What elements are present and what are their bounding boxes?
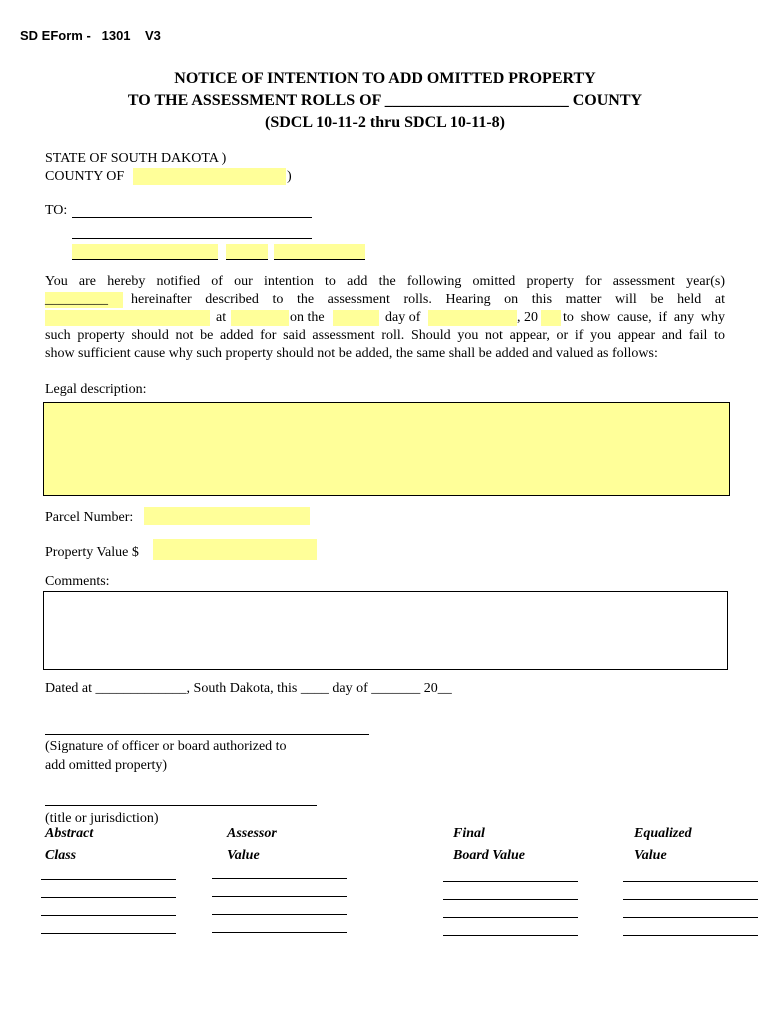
to-city-underline	[72, 259, 218, 260]
col-assessor-label-1: Assessor	[227, 826, 277, 841]
county-label: COUNTY OF	[45, 169, 125, 184]
parcel-number-label: Parcel Number:	[45, 510, 134, 525]
title-jurisdiction-line[interactable]	[45, 805, 317, 806]
signature-label-2: add omitted property)	[45, 758, 168, 773]
hearing-location-field[interactable]	[45, 310, 210, 326]
hearing-month-field[interactable]	[428, 310, 517, 326]
property-value-field[interactable]	[153, 539, 317, 560]
legal-description-label: Legal description:	[45, 382, 147, 397]
col-equalized-label-2: Value	[634, 848, 667, 863]
comments-label: Comments:	[45, 574, 110, 589]
assessor-value-line-4[interactable]	[212, 932, 347, 933]
state-line: STATE OF SOUTH DAKOTA )	[45, 151, 227, 166]
abstract-class-line-1[interactable]	[41, 879, 176, 880]
comments-field[interactable]	[43, 591, 728, 670]
abstract-class-line-4[interactable]	[41, 933, 176, 934]
final-board-value-line-3[interactable]	[443, 917, 578, 918]
title-line-1: NOTICE OF INTENTION TO ADD OMITTED PROPERTY	[174, 70, 596, 87]
col-assessor-label-2: Value	[227, 848, 260, 863]
equalized-value-line-4[interactable]	[623, 935, 758, 936]
to-state-underline	[226, 259, 268, 260]
final-board-value-line-4[interactable]	[443, 935, 578, 936]
parcel-number-field[interactable]	[144, 507, 310, 525]
hearing-time-field[interactable]	[231, 310, 289, 326]
form-id: SD EForm - 1301 V3	[20, 28, 161, 43]
hearing-year-field[interactable]	[541, 310, 561, 326]
assessment-year-blank: _________	[45, 292, 108, 307]
to-address-line-2[interactable]	[72, 238, 312, 239]
notice-at: at	[216, 310, 227, 325]
to-label: TO:	[45, 203, 68, 218]
dated-line: Dated at _____________, South Dakota, this ____ day of _______ 20__	[45, 681, 452, 696]
notice-line-3-rest: to show cause, if any why	[563, 310, 725, 325]
notice-line-5: show sufficient cause why such property should not be added, the same shall be added and valued as follows:	[45, 346, 658, 361]
final-board-value-line-1[interactable]	[443, 881, 578, 882]
to-zip-underline	[274, 259, 365, 260]
notice-year-prefix: , 20	[517, 310, 538, 325]
to-city-field[interactable]	[72, 244, 218, 260]
notice-line-2: hereinafter described to the assessment rolls. Hearing on this matter will be held at	[131, 292, 725, 307]
col-equalized-label-1: Equalized	[634, 826, 692, 841]
assessor-value-line-3[interactable]	[212, 914, 347, 915]
notice-line-1: You are hereby notified of our intention to add the following omitted property for assessment year(s)	[45, 274, 725, 289]
equalized-value-line-3[interactable]	[623, 917, 758, 918]
title-line-2: TO THE ASSESSMENT ROLLS OF _______________________ COUNTY	[127, 92, 643, 109]
col-abstract-label-2: Class	[45, 848, 77, 863]
col-abstract-label-1: Abstract	[45, 826, 94, 841]
title-jurisdiction-label: (title or jurisdiction)	[45, 811, 159, 826]
signature-label-1: (Signature of officer or board authorized to	[45, 739, 287, 754]
county-field[interactable]	[133, 168, 286, 185]
to-address-line-1[interactable]	[72, 217, 312, 218]
final-board-value-line-2[interactable]	[443, 899, 578, 900]
to-zip-field[interactable]	[274, 244, 365, 260]
hearing-day-field[interactable]	[333, 310, 379, 326]
county-close-paren: )	[287, 169, 292, 184]
equalized-value-line-2[interactable]	[623, 899, 758, 900]
equalized-value-line-1[interactable]	[623, 881, 758, 882]
signature-line[interactable]	[45, 734, 369, 735]
col-final-label-2: Board Value	[453, 848, 525, 863]
assessor-value-line-1[interactable]	[212, 878, 347, 879]
property-value-label: Property Value $	[45, 545, 139, 560]
title-line-3: (SDCL 10-11-2 thru SDCL 10-11-8)	[264, 114, 506, 131]
notice-day-of: day of	[385, 310, 421, 325]
assessor-value-line-2[interactable]	[212, 896, 347, 897]
notice-on-the: on the	[290, 310, 325, 325]
abstract-class-line-3[interactable]	[41, 915, 176, 916]
col-final-label-1: Final	[453, 826, 485, 841]
to-state-field[interactable]	[226, 244, 268, 260]
abstract-class-line-2[interactable]	[41, 897, 176, 898]
notice-line-4: such property should not be added for said assessment roll. Should you not appear, or if you appear and fail to	[45, 328, 725, 343]
legal-description-field[interactable]	[43, 402, 730, 496]
